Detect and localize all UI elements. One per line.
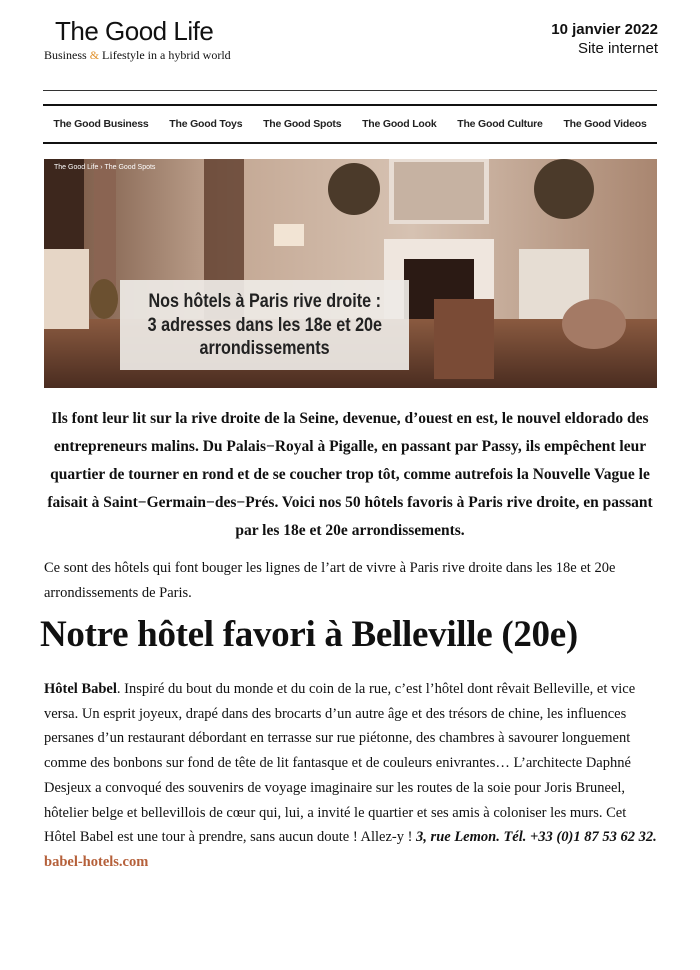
hotel-website-link[interactable]: babel-hotels.com [44,853,149,870]
hotel-paragraph [44,677,660,875]
header-divider [43,90,657,91]
publication-date: 10 janvier 2022 [551,21,658,38]
dateline [551,20,658,58]
brand-logo [55,16,213,46]
hero-image [44,159,657,388]
tagline-part-2: Lifestyle in a hybrid world [99,48,231,62]
nav-good-spots[interactable]: The Good Spots [263,118,342,130]
hotel-description: . Inspiré du bout du monde et du coin de la rue, c’est l’hôtel dont rêvait Belleville, et vice versa. Un esprit joyeux, drapé dans des brocarts d’un autre âge et des trésors de chine, les influences persanes d’un restaurant débordant en terrasse sur rue piétonne, des chambres à savourer longuement comme des bonbons sur fond de tête de lit fantasque et de couleurs enivrantes… L’architecte Daphné Desjeux a convoqué des souvenirs de voyage imaginaire sur les routes de la soie pour Joris Bruneel, hôtelier belge et bellevillois de cœur qui, lui, a invité le quartier et ses amis à coloniser les murs. Cet Hôtel Babel est une tour à prendre, sans aucun doute ! Allez-y ! [44,681,636,846]
nav-good-culture[interactable]: The Good Culture [457,118,543,130]
hero-caption-line-1: Nos hôtels à Paris rive droite : [148,291,381,312]
hero-caption [120,280,409,370]
nav-good-toys[interactable]: The Good Toys [169,118,243,130]
brand-title: The Good Life [55,16,214,46]
section-heading: Notre hôtel favori à Belleville (20e) [40,614,578,655]
article-paragraph: Ce sont des hôtels qui font bouger les lignes de l’art de vivre à Paris rive droite dans les 18e et 20e arrondissements de Paris. [44,560,616,601]
section-nav [43,104,657,144]
nav-good-business[interactable]: The Good Business [53,118,149,130]
hero-caption-line-2: 3 adresses dans les 18e et 20e [147,315,382,336]
brand-tagline [44,48,231,63]
hotel-name: Hôtel Babel [44,681,117,697]
hero-caption-line-3: arrondissements [199,338,330,359]
publication-source: Site internet [577,40,658,57]
tagline-ampersand: & [89,48,100,62]
hero-breadcrumb[interactable]: The Good Life › The Good Spots [54,164,156,171]
nav-good-videos[interactable]: The Good Videos [563,118,647,130]
hotel-address: 3, rue Lemon. Tél. +33 (0)1 87 53 62 32. [416,829,657,846]
nav-good-look[interactable]: The Good Look [362,118,437,130]
tagline-part-1: Business [44,48,90,62]
article-intro: Ils font leur lit sur la rive droite de la Seine, devenue, d’ouest en est, le nouvel eldorado des entrepreneurs malins. Du Palais−Royal à Pigalle, en passant par Passy, ils empêchent leur quartier de tourner en rond et de se coucher trop tôt, comme autrefois la Nouvelle Vague le faisait à Saint−Germain−des−Prés. Voici nos 50 hôtels favoris à Paris rive droite, en passant par les 18e et 20e arrondissements. [47,410,653,539]
